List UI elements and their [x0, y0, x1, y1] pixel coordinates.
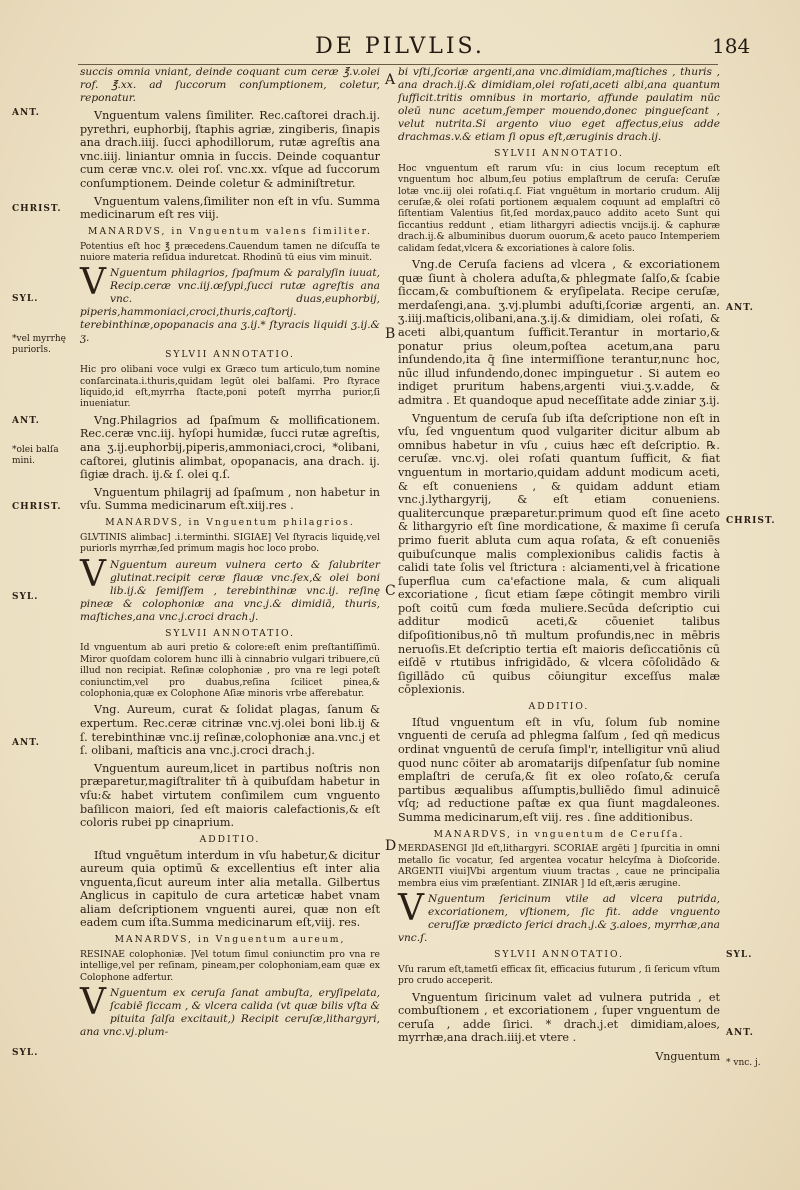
margin-variant-note: * vnc. j. — [726, 1058, 761, 1068]
paragraph-text: Potentius eſt hoc ℥ præcedens.Cauendum tamen ne diſcuſſa te nuiore materia reſidua induretcat. Rhodinū tū eius vim minuit. — [80, 240, 380, 263]
text-paragraph — [398, 964, 720, 987]
page-number: 184 — [712, 34, 751, 58]
text-paragraph — [80, 949, 380, 983]
paragraph-text: bi vſti,ſcoriæ argenti,ana vnc.dimidiam,maſtiches , thuris , ana drach.ij.& dimidiam,olei roſati,aceti albi,ana quantum ſufficit.tritis omnibus in mortario, affunde paulatim nūc oleū nunc acetum,ſemper mouendo,donec pingueſcant , velut nutrita.Si argento viuo eget affectus,eius adde drachmas.v.& etiam ſi opus eſt,æruginis drach.ij. — [398, 66, 720, 143]
paragraph-text: Vnguentum de ceruſa ſub iſta deſcriptione non eſt in vſu, ſed vnguentum quod vulgariter dicitur album ab omnibus habetur in vſu , cuius hæc eſt deſcriptio. ℞. ceruſæ. vnc.vj. olei roſati quantum ſufficit, & fiat vnguentum in mortario,quidam addunt modicum aceti, & eſt conueniens , & quidam addunt etiam vnc.j.lythargyrij, & eſt etiam conueniens. qualitercunque præparetur.primum quod eſt ſine aceto & lithargyrio eſt ſine mordicatione, & maxime ſi ceruſa primo fuerit abluta cum aqua roſata, & eſt conueniēs quibuſcunque malis complexionibus calidis factis à calidi tate ſolis vel ſtrictura : alciamenti,vel à fricatione ſuperflua cum ca'efactione mala, & cum aliquali excoriatione , ſicut etiam ſæpe cōtingit membro virili poſt coitū cum fœda muliere.Secūda deſcriptio cui additur modicū aceti,& cōueniet talibus diſpoſitionibus,nō tñ multum profundis,nec in mēbris neruoſis.Et deſcriptio tertia eſt maioris deſiccatiōnis cū eiſdē v rtutibus infrigidādo, & vlcera cōſolidādo & ſigillādo cū quibus cōiungitur exceſſus malæ cōplexionis. — [398, 411, 720, 697]
paragraph-text: SYLVII ANNOTATIO. — [165, 627, 295, 639]
text-paragraph — [80, 553, 380, 624]
paragraph-text: MANARDVS, in Vnguentum valens ſimiliter. — [88, 225, 372, 237]
paragraph-text: succis omnia vniant, deinde coquant cum ceræ ℥.v.olei rof. ℥.xx. ad ſuccorum conſumptionem, coletur, reponatur. — [80, 66, 380, 104]
running-title: DE PILVLIS. — [315, 34, 485, 59]
text-paragraph — [80, 642, 380, 699]
margin-variant-note: *vel myrrhę puriorls. — [12, 334, 66, 355]
paragraph-text: Hic pro olibani voce vulgi ex Græco tum articulo,tum nomine conſarcinata.i.thuris,quidam legūt olei balſami. Pro ſtyrace liquido,id eſt,myrrha ſtacte,poni poteſt myrrha purior,ſi inueniatur. — [80, 364, 380, 410]
paragraph-text: RESINAE colophoniæ. ]Vel totum ſimul coniunctim pro vna re intellige,vel per reſinam, pineam,per colophoniam,eam quæ ex Colophone adfertur. — [80, 948, 380, 983]
text-paragraph — [80, 703, 380, 757]
section-letter: B — [385, 326, 396, 342]
section-heading — [80, 934, 380, 947]
paragraph-text: MERDASENGI ]Id eſt,lithargyri. SCORIAE argēti ] ſpurcitia in omni metallo ſic vocatur, ſed argentea vocatur helcyſma à Dioſcoride. ARGENTI viui]Vbi argentum viuum tractas , caue ne principalia membra eius vim præſentiant. ZINIAR ] Id eſt,æris ærugine. — [398, 843, 720, 889]
margin-author-label: SYL. — [726, 950, 753, 960]
drop-cap: V — [398, 888, 424, 930]
paragraph-text: Vnguentum aureum,licet in partibus noſtris non præparetur,magiſtraliter tñ à quibuſdam habetur in vſu:& habet virtutem conſimilem cum vnguento baſilicon maiori, ſed eſt maioris calefactionis,& eſt coloris rubei pp cinaprium. — [80, 761, 380, 830]
text-paragraph — [398, 843, 720, 889]
paragraph-text: MANARDVS, in Vnguentum aureum, — [114, 934, 346, 946]
paragraph-text: Vnguentum valens ſimiliter. Rec.caſtorei drach.ij. pyrethri, euphorbij, ſtaphis agriæ, zingiberis, ſinapis ana drach.iiij. ſucci aphodillorum, rutæ agreſtis ana vnc.iiij. liniantur omnia in ſuccis. Deinde coquantur cum ceræ vnc.v. olei roſ. vnc.xx. vſque ad ſuccorum conſumptionem. Deinde coletur & adminiſtretur. — [80, 109, 380, 190]
section-heading — [80, 834, 380, 847]
paragraph-text: Hoc vnguentum eſt rarum vſu: in cius locum receptum eſt vnguentum hoc album,ſeu potius emplaſtrum de ceruſa: Ceruſæ lotæ vnc.iij olei roſati.q.ſ. Fiat vnguētum in mortario crudum. Alij ceruſæ,& olei roſati portionem æqualem coquunt ad emplaſtri cō ſiſtentiam Valentius ſit,ſed mordax,pauco addito aceto Sunt qui ſiccantius reddunt , etiam lithargyri adiectis vncijs.ij. & caphuræ drach.ij.& albuminibus duorum ouorum,& aceto pauco Intemperiem calidam ſedat,vlcera & excoriationes à calore ſolis. — [398, 162, 720, 254]
section-heading — [80, 226, 380, 239]
section-letter: A — [385, 72, 396, 88]
paragraph-text: Vng. Aureum, curat & ſolidat plagas, ſanum & expertum. Rec.ceræ citrinæ vnc.vj.olei boni lib.ij & ſ. terebinthinæ vnc.ij reſinæ,colophoniæ ana.vnc.j et ſ. olibani, maſticis ana vnc.j.croci drach.j. — [80, 703, 380, 758]
text-paragraph — [80, 982, 380, 1039]
paragraph-text: Id vnguentum ab auri pretio & colore:eſt enim preſtantiſſimū. Miror quoſdam colorem hunc illi à cinnabrio vulgari tribuere,cū illud non recipiat. Reſinæ colophoniæ , pro vna re legi poteſt coniunctim,vel pro duabus,reſina ſcilicet pinea,& colophonia,quæ ex Colophone Aſiæ minoris vrbe afferebatur. — [80, 642, 380, 699]
paragraph-text: ADDITIO. — [199, 833, 261, 845]
text-paragraph — [398, 716, 720, 825]
paragraph-text: SYLVII ANNOTATIO. — [494, 949, 624, 961]
section-heading — [80, 517, 380, 530]
margin-author-label: SYL. — [12, 294, 39, 304]
paragraph-text: Vnguentum — [655, 1050, 720, 1063]
section-heading — [398, 148, 720, 161]
section-heading — [398, 829, 720, 842]
section-heading — [80, 349, 380, 362]
text-paragraph — [80, 532, 380, 555]
paragraph-text: Nguentum ex ceruſa ſanat ambuſta, eryſipelata, ſcabiē ſiccam , & vlcera calida (vt quæ bilis vſta & pituita ſalſa excitauit,) Recipit ceruſæ,lithargyri, ana vnc.vj.plum- — [80, 987, 380, 1039]
text-paragraph — [398, 991, 720, 1045]
section-heading — [398, 949, 720, 962]
section-letter: D — [385, 838, 397, 854]
paragraph-text: SYLVII ANNOTATIO. — [165, 349, 295, 361]
text-paragraph — [80, 414, 380, 482]
text-paragraph — [80, 762, 380, 830]
text-paragraph — [80, 486, 380, 513]
margin-author-label: ANT. — [12, 108, 40, 118]
drop-cap: V — [80, 262, 106, 304]
paragraph-text: Iſtud vnguētum interdum in vſu habetur,& dicitur aureum quia optimū & excellentius eſt inter alia vnguenta,ſicut aureum inter alia metalla. Gilbertus Anglicus in capitulo de cura arteticæ habet vnam aliam deſcriptionem vnguenti aurei, quæ non eſt eadem cum iſta.Summa medicinarum eſt,viij. res. — [80, 848, 380, 930]
margin-author-label: ANT. — [726, 1028, 754, 1038]
text-paragraph — [398, 888, 720, 945]
paragraph-text: Vng.de Ceruſa faciens ad vlcera , & excoriationem quæ ſiunt à cholera aduſta,& phlegmate ſalſo,& ſcabie ſiccam,& combuſtionem & eryſipelata. Recipe ceruſæ, merdaſengi,ana. ʒ.vj.plumbi aduſti,ſcoriæ argenti, an. ʒ.iiij.maſticis,olibani,ana.ʒ.ij.& dimidiam, olei roſati, & aceti albi,quantum ſufficit.Terantur in mortario,& ponatur prius oleum,poſtea acetum,ana paru inſundendo,ita q̄ ſine intermiſſione terantur,nunc hoc, nūc illud infundendo,donec impinguetur . Si autem eo indiget pruritum habens,argenti viui.ʒ.v.adde, & admitra . Et quandoque apud neceſſitate adde ziniar ʒ.ij. — [398, 258, 720, 407]
margin-author-label: CHRIST. — [12, 502, 62, 512]
text-paragraph — [80, 241, 380, 264]
text-paragraph — [398, 412, 720, 697]
paragraph-text: Vſu rarum eſt,tametſi efficax ſit, efficacius futurum , ſi ſericum vſtum pro crudo acceperit. — [398, 963, 720, 987]
paragraph-text: SYLVII ANNOTATIO. — [494, 148, 624, 159]
margin-author-label: SYL. — [12, 592, 39, 602]
catchword — [398, 1051, 720, 1064]
margin-author-label: ANT. — [12, 738, 40, 748]
drop-cap: V — [80, 553, 106, 595]
paragraph-text: MANARDVS, in vnguentum de Ceruſſa. — [433, 828, 685, 840]
paragraph-text: Vnguentum ſiricinum valet ad vulnera putrida , et combuſtionem , et excoriationem , ſuper vnguentum de ceruſa , adde ſirici. * drach.j.et dimidiam,aloes, myrrhæ,ana drach.iiij.et vtere . — [398, 990, 720, 1045]
text-paragraph — [398, 163, 720, 254]
text-paragraph — [80, 109, 380, 191]
text-paragraph — [398, 66, 720, 144]
paragraph-text: Vng.Philagrios ad ſpaſmum & mollificationem. Rec.ceræ vnc.iij. hyſopi humidæ, ſucci rutæ agreſtis, ana ʒ.ij.euphorbij,piperis,ammoniaci,croci, *olibani, caſtorei, glutinis alimbat, opopanacis, ana drach. ij. ſigiæ drach. ij.& ſ. olei q.ſ. — [80, 413, 380, 482]
paragraph-text: ADDITIO. — [528, 701, 590, 713]
paragraph-text: GLVTINIS alimbac] .i.terminthi. SIGIAE] Vel ſtyracis liquidę,vel puriorls myrrhæ,ſed primum magis hoc loco probo. — [80, 531, 380, 555]
section-letter: C — [385, 583, 396, 599]
margin-author-label: SYL. — [12, 1048, 39, 1058]
text-paragraph — [80, 195, 380, 222]
paragraph-text: Vnguentum valens,ſimiliter non eſt in vſu. Summa medicinarum eſt res viij. — [80, 194, 380, 222]
paragraph-text: Iſtud vnguentum eſt in vſu, ſolum ſub nomine vnguenti de ceruſa ad phlegma ſalſum , ſed qñ medicus ordinat vnguentū de ceruſa ſimpl'r, intelligitur vnū aliud quod nunc cōiter ab aromatarijs diſpenſatur ſub nomine emplaſtri de ceruſa,& ſit ex oleo roſato,& ceruſa partibus æqualibus aſſumptis,bulliēdo ſimul adinuicē vſq; ad reductione paſtæ ex qua ſiunt magdaleones. Summa medicinarum,eſt viij. res . ſine additionibus. — [398, 715, 720, 824]
text-paragraph — [80, 364, 380, 410]
margin-author-label: CHRIST. — [12, 204, 62, 214]
text-paragraph — [80, 66, 380, 105]
text-paragraph — [80, 849, 380, 931]
paragraph-text: MANARDVS, in Vnguentum philagrios. — [105, 516, 355, 528]
page-header — [0, 28, 800, 68]
margin-author-label: CHRIST. — [726, 516, 776, 526]
section-heading — [80, 628, 380, 641]
left-text-column — [80, 66, 380, 1043]
margin-author-label: ANT. — [12, 416, 40, 426]
section-heading — [398, 701, 720, 714]
paragraph-text: Nguentum aureum vulnera certo & ſalubriter glutinat.recipit ceræ flauæ vnc.ſex,& olei boni lib.ij.& ſemiſſem , terebinthinæ vnc.ij. reſinę pineæ & colophoniæ ana vnc.j.& dimidiā, thuris, maſtiches,ana vnc.j.croci drach.j. — [80, 558, 380, 623]
margin-variant-note: *olei balſa mini. — [12, 445, 59, 466]
drop-cap: V — [80, 982, 106, 1024]
right-text-column — [398, 66, 720, 1068]
paragraph-text: Vnguentum philagrij ad ſpaſmum , non habetur in vſu. Summa medicinarum eſt.xiij.res . — [80, 485, 380, 513]
paragraph-text: Nguentum philagrios, ſpaſmum & paralyſin iuuat, Recip.ceræ vnc.iij.œſypi,ſucci rutæ agreſtis ana vnc. duas,euphorbij, piperis,hammoniaci,croci,thuris,caſtorij. terebinthinæ,opopanacis ana ʒ.ij.* ſtyracis liquidi ʒ.ij.& ʒ. — [80, 267, 380, 345]
paragraph-text: Nguentum ſericinum vtile ad vlcera putrida, excoriationem, vſtionem, ſic fit. adde vnguento ceruſſæ prædicto ſerici drach.j.& ʒ.aloes, myrrhæ,ana vnc.ſ. — [398, 893, 720, 945]
margin-author-label: ANT. — [726, 303, 754, 313]
text-paragraph — [80, 262, 380, 345]
header-rule — [78, 64, 718, 65]
text-paragraph — [398, 258, 720, 408]
